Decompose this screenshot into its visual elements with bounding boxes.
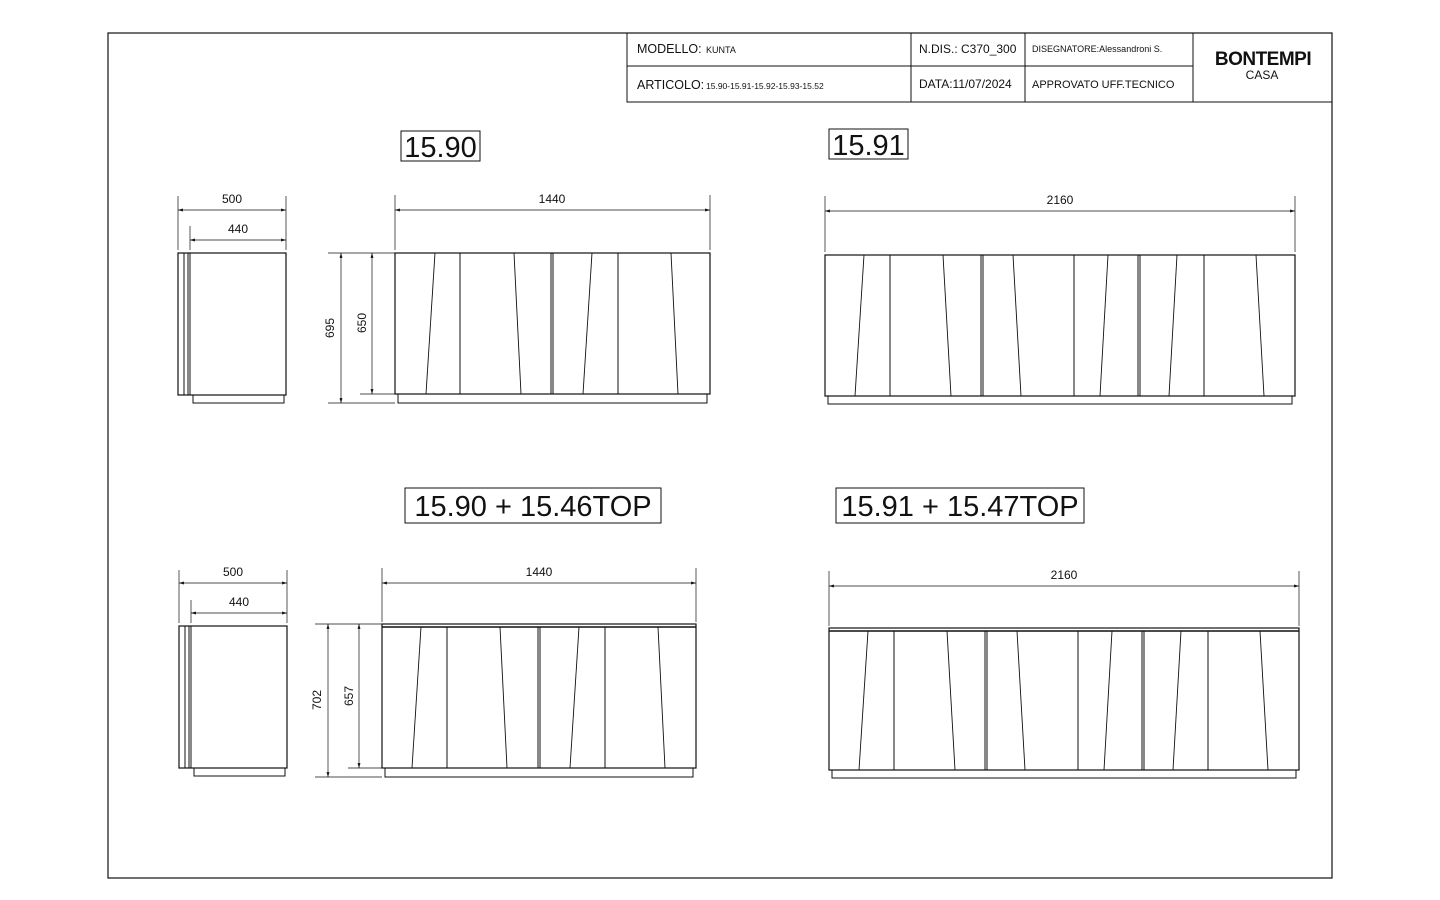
articolo-label: ARTICOLO: xyxy=(637,78,705,92)
svg-text:15.90 + 15.46TOP: 15.90 + 15.46TOP xyxy=(414,491,652,523)
designer: DISEGNATORE:Alessandroni S. xyxy=(1032,44,1163,54)
front-view-15-91-top xyxy=(829,568,1299,778)
label-15-91 xyxy=(829,129,908,162)
svg-text:15.91 + 15.47TOP: 15.91 + 15.47TOP xyxy=(841,491,1079,523)
dim-width: 2160 xyxy=(1050,568,1078,582)
dim-width: 1440 xyxy=(538,192,566,206)
modello-label: MODELLO: xyxy=(637,42,702,56)
dim-side-inner-depth: 440 xyxy=(227,222,249,236)
articolo-value: 15.90-15.91-15.92-15.93-15.52 xyxy=(706,81,824,91)
modello-value: KUNTA xyxy=(706,45,736,55)
drawing-number: N.DIS.: C370_300 xyxy=(919,42,1017,56)
label-15-91-top xyxy=(836,488,1084,523)
label-15-90 xyxy=(401,131,480,164)
dim-side-depth: 500 xyxy=(221,192,243,206)
side-view-15-90-top xyxy=(179,565,287,776)
side-view-15-90 xyxy=(178,192,286,403)
brand-logo: BONTEMPI xyxy=(1214,49,1312,70)
brand-sub: CASA xyxy=(1245,68,1279,82)
svg-text:15.91: 15.91 xyxy=(832,130,905,162)
approval: APPROVATO UFF.TECNICO xyxy=(1032,79,1175,91)
dim-height-body: 650 xyxy=(355,312,369,334)
svg-text:15.90: 15.90 xyxy=(404,132,477,164)
drawing-frame xyxy=(108,33,1332,878)
label-15-90-top xyxy=(405,488,661,523)
title-block xyxy=(627,33,1332,102)
front-view-15-91 xyxy=(825,193,1295,404)
drawing-date: DATA:11/07/2024 xyxy=(919,77,1012,91)
dim-side-depth: 500 xyxy=(222,565,244,579)
dim-side-inner-depth: 440 xyxy=(228,595,250,609)
front-view-15-90-top xyxy=(310,565,696,777)
dim-height-total: 702 xyxy=(310,689,324,711)
dim-width: 2160 xyxy=(1046,193,1074,207)
dim-width: 1440 xyxy=(525,565,553,579)
front-view-15-90 xyxy=(323,192,710,403)
dim-height-body: 657 xyxy=(342,685,356,707)
dim-height-total: 695 xyxy=(323,317,337,339)
